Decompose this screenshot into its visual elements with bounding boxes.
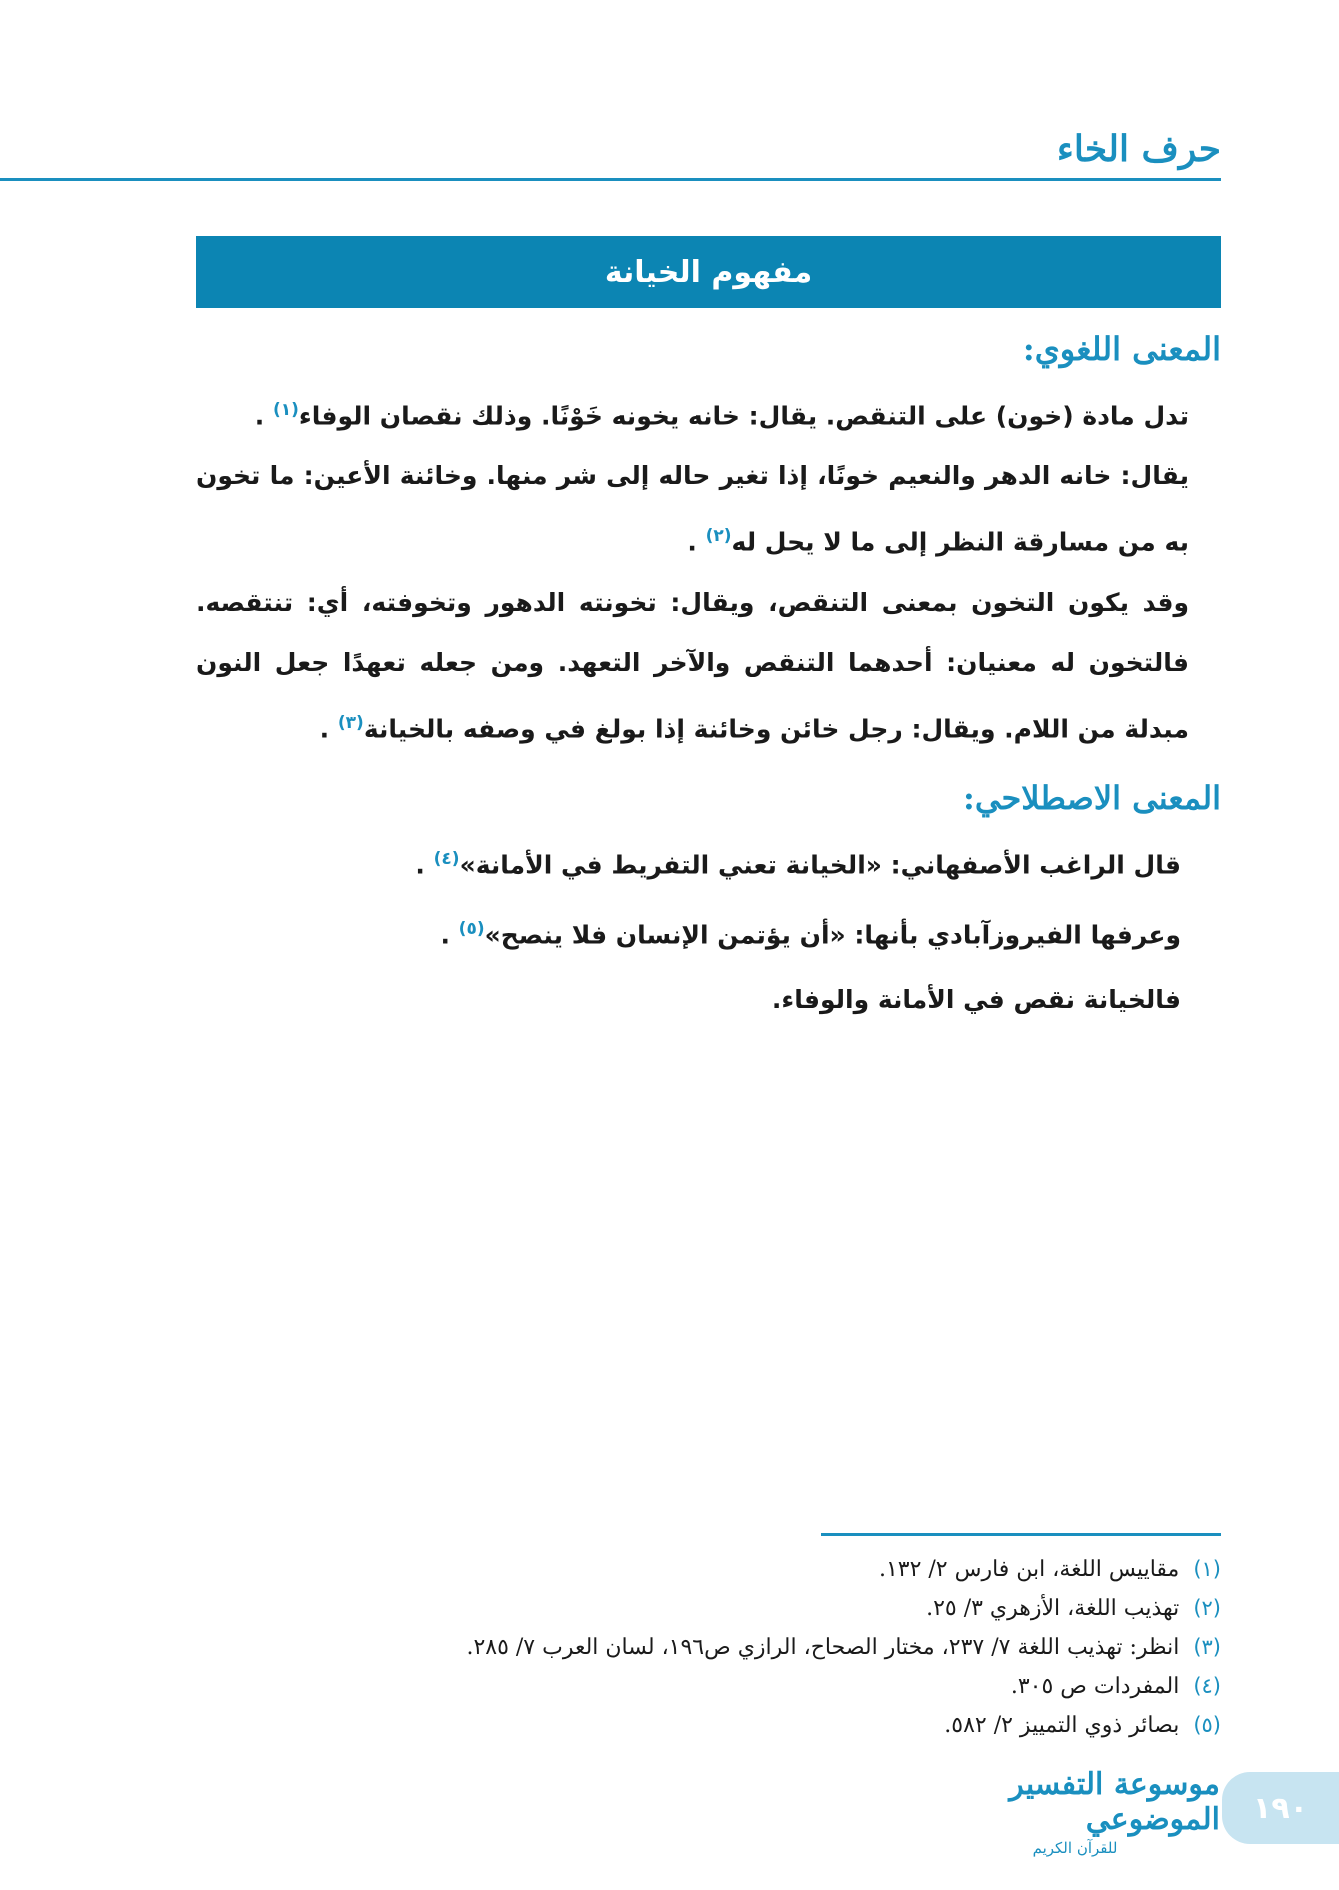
- footnotes: [196, 1550, 1221, 1745]
- paragraph-end: .: [254, 401, 273, 431]
- terminological-block: [196, 829, 1221, 1030]
- header-divider: [0, 178, 1221, 181]
- footnote-ref[interactable]: (٥): [458, 919, 485, 940]
- linguistic-heading: المعنى اللغوي:: [1022, 330, 1221, 368]
- logo-subtitle: للقرآن الكريم: [1032, 1839, 1118, 1857]
- paragraph-text: فالخيانة نقص في الأمانة والوفاء.: [771, 984, 1181, 1014]
- paragraph-end: .: [440, 920, 459, 950]
- footnote-item: [196, 1550, 1221, 1589]
- paragraph: [196, 380, 1221, 446]
- footnote-number: (١): [1193, 1557, 1221, 1581]
- paragraph: [196, 573, 1221, 759]
- footnote-text: المفردات ص ٣٠٥.: [1010, 1674, 1180, 1699]
- page-number-text: ١٩٠: [1253, 1790, 1308, 1826]
- paragraph-text: قال الراغب الأصفهاني: «الخيانة تعني التفريط في الأمانة»: [459, 850, 1181, 880]
- page-number: [1222, 1772, 1339, 1844]
- footnote-ref[interactable]: (٤): [433, 848, 460, 869]
- footnote-item: [196, 1667, 1221, 1706]
- paragraph-text: يقال: خانه الدهر والنعيم خونًا، إذا تغير حاله إلى شر منها. وخائنة الأعين: ما تخون به من مسارقة النظر إلى ما لا يحل له: [196, 461, 1189, 557]
- footnote-ref[interactable]: (٢): [705, 526, 732, 547]
- paragraph-end: .: [415, 850, 434, 880]
- chapter-title: حرف الخاء: [1056, 128, 1221, 170]
- paragraph: [196, 829, 1181, 895]
- footnote-number: (٢): [1193, 1596, 1221, 1620]
- footnote-item: [196, 1706, 1221, 1745]
- section-title: مفهوم الخيانة: [604, 254, 813, 290]
- encyclopedia-logo: [930, 1767, 1220, 1857]
- footnote-item: [196, 1628, 1221, 1667]
- footnote-text: انظر: تهذيب اللغة ٧/ ٢٣٧، مختار الصحاح، الرازي ص١٩٦، لسان العرب ٧/ ٢٨٥.: [466, 1635, 1180, 1660]
- footnote-divider: [821, 1533, 1221, 1536]
- paragraph: [196, 446, 1221, 572]
- footnote-number: (٥): [1193, 1713, 1221, 1737]
- terminological-heading: المعنى الاصطلاحي:: [963, 778, 1221, 817]
- footnote-text: تهذيب اللغة، الأزهري ٣/ ٢٥.: [926, 1596, 1180, 1621]
- paragraph-end: .: [687, 527, 706, 557]
- logo-title: موسوعة التفسير الموضوعي: [1009, 1767, 1220, 1837]
- paragraph-text: وعرفها الفيروزآبادي بأنها: «أن يؤتمن الإنسان فلا ينصح»: [484, 920, 1181, 950]
- footnote-number: (٤): [1193, 1674, 1221, 1698]
- paragraph-text: وقد يكون التخون بمعنى التنقص، ويقال: تخونته الدهور وتخوفته، أي: تنتقصه. فالتخون له معنيان: أحدهما التنقص والآخر التعهد. ومن جعله تعهدًا جعل النون مبدلة من اللام. ويقال: رجل خائن وخائنة إذا بولغ في وصفه بالخيانة: [196, 587, 1189, 743]
- footnote-text: مقاييس اللغة، ابن فارس ٢/ ١٣٢.: [878, 1557, 1180, 1582]
- paragraph-text: تدل مادة (خون) على التنقص. يقال: خانه يخونه خَوْنًا. وذلك نقصان الوفاء: [298, 401, 1189, 431]
- footnote-number: (٣): [1193, 1635, 1221, 1659]
- footnote-text: بصائر ذوي التمييز ٢/ ٥٨٢.: [944, 1713, 1180, 1738]
- section-banner: [196, 236, 1221, 308]
- main-content: [196, 330, 1221, 1034]
- paragraph-end: .: [319, 713, 338, 743]
- paragraph: [196, 970, 1181, 1030]
- footnote-ref[interactable]: (٣): [337, 712, 364, 733]
- paragraph: [196, 899, 1181, 965]
- footnote-ref[interactable]: (١): [272, 400, 299, 420]
- footnote-item: [196, 1589, 1221, 1628]
